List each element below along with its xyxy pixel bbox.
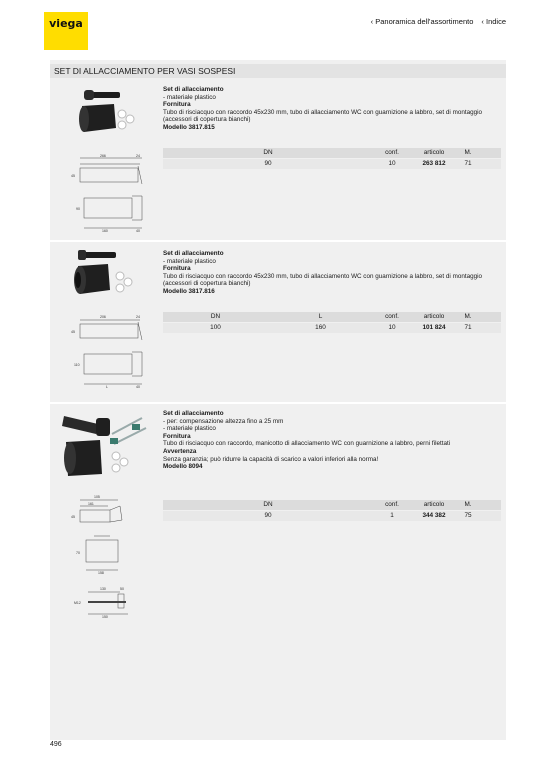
supply-heading: Fornitura [163, 432, 191, 440]
product-photo-drawing [58, 410, 154, 630]
product-description [163, 86, 503, 132]
content-panel [50, 60, 506, 740]
article-table [163, 148, 501, 169]
svg-text:24: 24 [136, 315, 140, 319]
svg-text:50: 50 [120, 587, 124, 591]
model-number: Modello 3817.816 [163, 287, 215, 295]
svg-text:160: 160 [102, 229, 108, 233]
svg-text:90: 90 [76, 207, 80, 211]
feature-line: - materiale plastico [163, 425, 216, 433]
table-header: DN conf. articolo M. [163, 500, 501, 510]
table-row: 90 10 263 812 71 [163, 159, 501, 169]
supply-heading: Fornitura [163, 265, 191, 273]
svg-text:130: 130 [100, 587, 106, 591]
product-description [163, 250, 503, 296]
top-navigation [371, 17, 506, 26]
feature-line: - materiale plastico [163, 257, 216, 265]
product-title: Set di allacciamento [163, 86, 224, 93]
svg-text:24: 24 [136, 154, 140, 158]
svg-text:158: 158 [98, 571, 104, 575]
svg-text:266: 266 [100, 154, 106, 158]
section-title: SET DI ALLACCIAMENTO PER VASI SOSPESI [50, 64, 506, 78]
model-number: Modello 3817.815 [163, 123, 215, 131]
table-row: 90 1 344 382 75 [163, 511, 501, 521]
supply-heading: Fornitura [163, 101, 191, 109]
svg-text:40: 40 [136, 229, 140, 233]
supply-text: Tubo di risciacquo con raccordo 45x230 mm, tubo di allacciamento WC con guarnizione a labbro, set di montaggio (accessori di copertura bianchi) [163, 272, 482, 288]
svg-text:150: 150 [102, 615, 108, 619]
svg-text:L: L [106, 385, 108, 389]
svg-text:M12: M12 [74, 601, 81, 605]
section-divider [50, 240, 506, 242]
svg-text:105: 105 [94, 495, 100, 499]
product-description [163, 410, 503, 471]
page-number: 496 [50, 741, 62, 748]
model-number: Modello 8094 [163, 463, 203, 471]
svg-text:45: 45 [71, 515, 75, 519]
product-images [58, 410, 154, 630]
nav-index-link[interactable]: ‹ Indice [481, 17, 506, 26]
feature-line: - materiale plastico [163, 93, 216, 101]
supply-text: Tubo di risciacquo con raccordo, manicotto di allacciamento WC con guarnizione a labbro, perni filettati [163, 440, 451, 448]
section-divider [50, 402, 506, 404]
viega-logo: viega [44, 12, 88, 50]
svg-text:110: 110 [74, 363, 80, 367]
product-photo-drawing [58, 86, 154, 236]
table-header: DN conf. articolo M. [163, 148, 501, 158]
supply-text: Tubo di risciacquo con raccordo 45x230 mm, tubo di allacciamento WC con guarnizione a labbro, set di montaggio (accessori di copertura bianchi) [163, 108, 482, 124]
svg-text:40: 40 [136, 385, 140, 389]
product-images [58, 86, 154, 236]
feature-line: - per: compensazione altezza fino a 25 mm [163, 417, 284, 425]
warning-heading: Avvertenza [163, 447, 197, 455]
product-photo-drawing [58, 250, 154, 400]
article-table [163, 500, 501, 521]
product-title: Set di allacciamento [163, 250, 224, 257]
warning-text: Senza garanzia; può ridurre la capacità di scarico a valori inferiori alla norma! [163, 455, 379, 463]
product-images [58, 250, 154, 400]
nav-overview-link[interactable]: ‹ Panoramica dell'assortimento [370, 17, 474, 26]
svg-text:45: 45 [71, 330, 75, 334]
product-title: Set di allacciamento [163, 410, 224, 417]
svg-text:161: 161 [88, 502, 94, 506]
article-table [163, 312, 501, 333]
svg-text:206: 206 [100, 315, 106, 319]
table-header: DN L conf. articolo M. [163, 312, 501, 322]
table-row: 100 160 10 101 824 71 [163, 323, 501, 333]
svg-text:45: 45 [71, 174, 75, 178]
svg-text:70: 70 [76, 551, 80, 555]
